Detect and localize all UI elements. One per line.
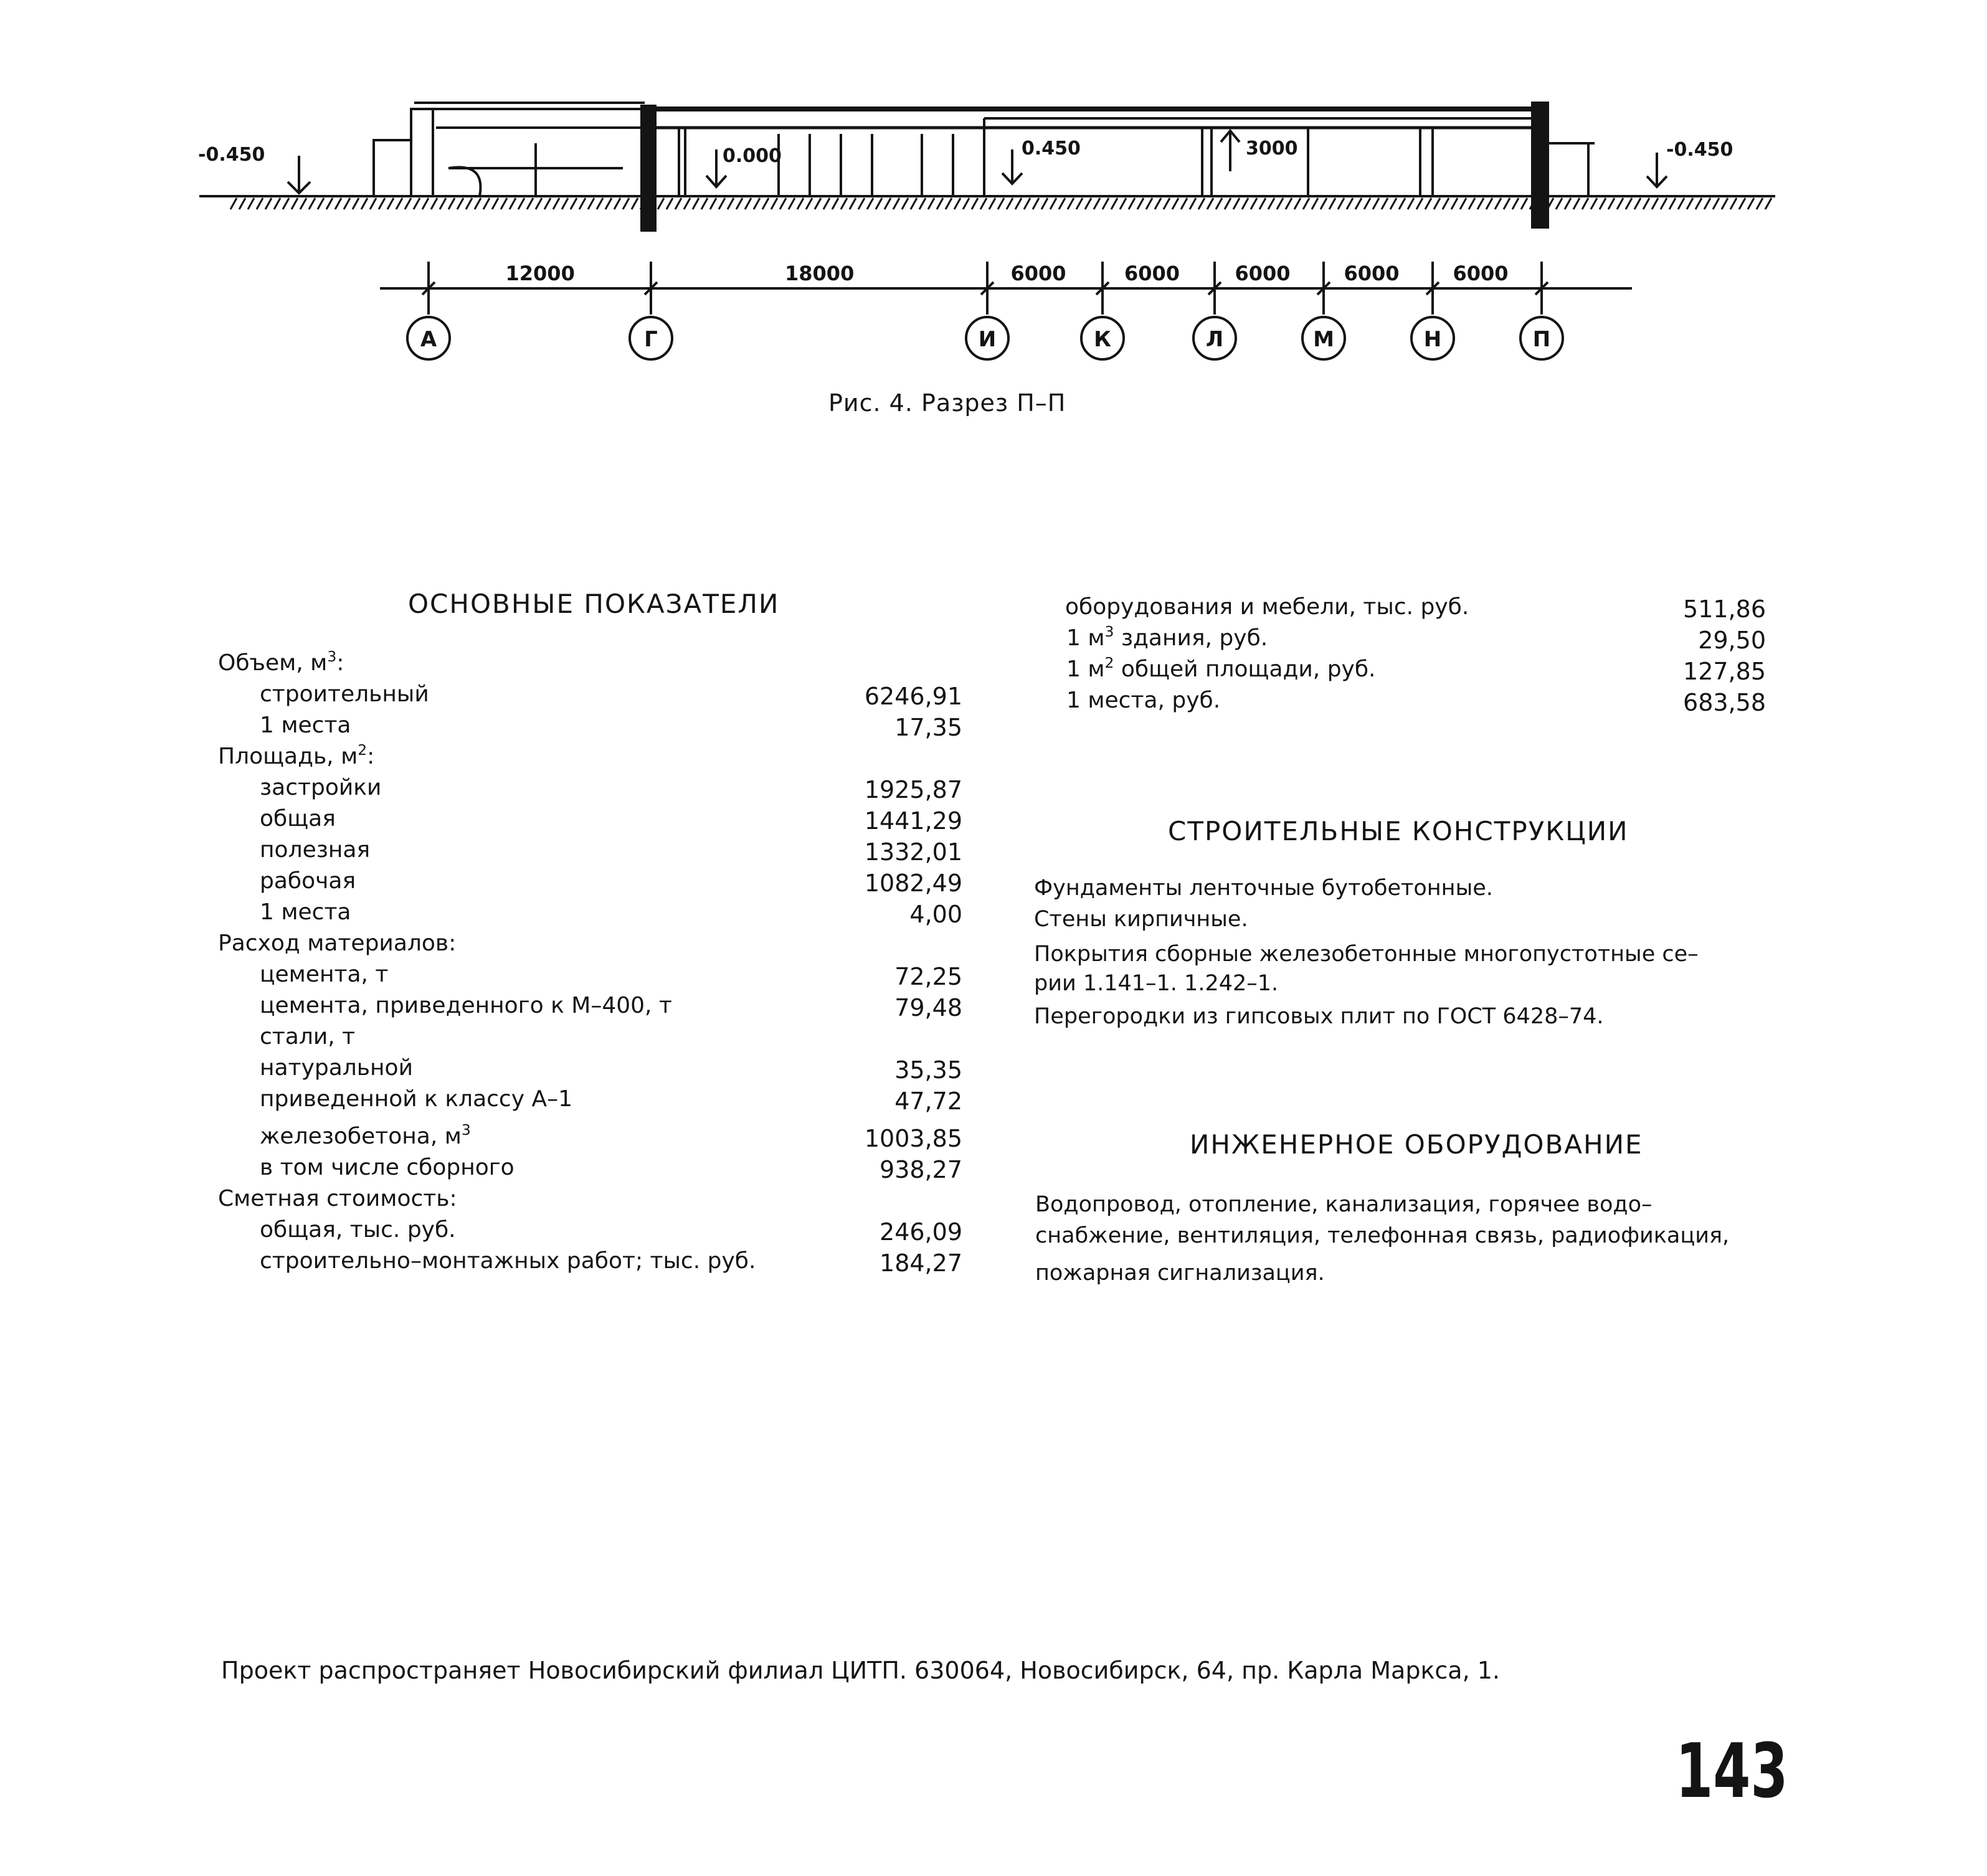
indicator-value: 1332,01 (864, 838, 962, 866)
indicator-row (260, 897, 351, 928)
section-drawing (0, 0, 1987, 436)
indicator-row (1065, 592, 1469, 623)
axis-label: Г (644, 327, 658, 352)
row-label: 1 места (260, 713, 351, 738)
row-suffix: : (336, 650, 344, 676)
indicator-value: 17,35 (894, 714, 962, 741)
row-superscript: 3 (327, 647, 337, 665)
indicator-value: 1441,29 (864, 807, 962, 835)
indicator-value: 6246,91 (864, 683, 962, 710)
indicator-value: 184,27 (880, 1249, 962, 1277)
row-suffix: : (367, 744, 375, 769)
row-label: оборудования и мебели, тыс. руб. (1065, 594, 1469, 620)
row-label: в том числе сборного (260, 1155, 515, 1180)
indicator-value: 246,09 (880, 1218, 962, 1246)
row-label: Сметная стоимость: (218, 1186, 457, 1211)
indicator-row (1066, 685, 1220, 716)
indicator-row (260, 1053, 413, 1084)
indicator-value: 1925,87 (864, 776, 962, 803)
row-label: железобетона, м (260, 1124, 462, 1149)
indicator-value: 4,00 (909, 901, 962, 928)
indicator-row (260, 772, 381, 803)
axis-label: Л (1205, 327, 1224, 352)
text-line: Покрытия сборные железобетонные многопустотные се– (1034, 942, 1699, 967)
dimension-label: 6000 (1453, 262, 1509, 285)
constructions-title: СТРОИТЕЛЬНЫЕ КОНСТРУКЦИИ (1168, 816, 1629, 846)
row-label: полезная (260, 837, 371, 863)
row-label: строительный (260, 681, 429, 707)
indicator-row (260, 990, 672, 1021)
indicator-row (218, 928, 456, 959)
row-label: 1 м (1066, 625, 1105, 651)
distributor-note: Проект распространяет Новосибирский филиал ЦИТП. 630064, Новосибирск, 64, пр. Карла Маркса, 1. (221, 1657, 1501, 1684)
axis-label: А (420, 327, 437, 352)
text-line: пожарная сигнализация. (1035, 1261, 1325, 1286)
indicator-row (260, 835, 370, 866)
row-label: строительно–монтажных работ; тыс. руб. (260, 1248, 756, 1274)
indicator-row (260, 1021, 355, 1053)
row-label: приведенной к классу А–1 (260, 1086, 572, 1112)
level-height: 3000 (1246, 138, 1298, 159)
indicator-row (260, 803, 336, 835)
indicator-value: 511,86 (1683, 595, 1766, 623)
axis-label: К (1094, 327, 1111, 352)
dimension-label: 6000 (1235, 262, 1291, 285)
indicator-row (218, 648, 344, 679)
row-label: общая, тыс. руб. (260, 1217, 456, 1243)
indicator-row (260, 1121, 471, 1152)
axis-label: П (1532, 327, 1551, 352)
dimension-label: 6000 (1010, 262, 1066, 285)
level-mid: 0.450 (1022, 138, 1081, 159)
row-label: Расход материалов: (218, 931, 457, 956)
axis-label: М (1313, 327, 1334, 352)
axis-label: Н (1423, 327, 1442, 352)
axis-label: И (978, 327, 997, 352)
row-label: 1 места, руб. (1066, 688, 1221, 713)
page-number: 143 (1675, 1728, 1788, 1815)
row-label: натуральной (260, 1055, 413, 1081)
row-label: 1 м (1066, 656, 1105, 682)
indicator-value: 683,58 (1683, 689, 1766, 716)
indicator-row (218, 741, 374, 772)
indicator-value: 72,25 (894, 963, 962, 990)
indicator-row (260, 866, 356, 897)
row-superscript: 3 (461, 1120, 471, 1139)
level-floor: 0.000 (723, 145, 782, 167)
row-label: стали, т (260, 1024, 356, 1049)
indicator-row (260, 1215, 456, 1246)
indicator-value: 938,27 (880, 1156, 962, 1183)
text-line: Водопровод, отопление, канализация, горячее водо– (1035, 1192, 1653, 1217)
row-label: цемента, приведенного к М–400, т (260, 993, 672, 1018)
row-superscript: 2 (1104, 653, 1114, 671)
text-line: Стены кирпичные. (1034, 907, 1248, 932)
level-right: -0.450 (1666, 139, 1733, 161)
dimension-label: 6000 (1344, 262, 1400, 285)
row-label: рабочая (260, 868, 356, 894)
text-line: снабжение, вентиляция, телефонная связь, радиофикация, (1035, 1223, 1730, 1248)
indicator-value: 1003,85 (864, 1125, 962, 1152)
indicator-value: 79,48 (894, 994, 962, 1021)
indicator-value: 29,50 (1698, 627, 1766, 654)
row-label: застройки (260, 775, 382, 800)
row-label: цемента, т (260, 962, 389, 987)
indicator-row (260, 1246, 756, 1277)
indicator-row (260, 679, 429, 710)
indicator-row (1066, 654, 1376, 685)
indicator-row (260, 1084, 572, 1115)
row-label: Объем, м (218, 650, 328, 676)
row-label: 1 места (260, 899, 351, 925)
text-line: Перегородки из гипсовых плит по ГОСТ 6428–74. (1034, 1004, 1604, 1029)
engineering-title: ИНЖЕНЕРНОЕ ОБОРУДОВАНИЕ (1190, 1129, 1643, 1160)
indicator-row (218, 1183, 457, 1215)
indicator-row (260, 959, 388, 990)
row-label: Площадь, м (218, 744, 358, 769)
indicator-value: 47,72 (894, 1087, 962, 1115)
figure-caption: Рис. 4. Разрез П–П (828, 389, 1066, 417)
dimension-label: 6000 (1124, 262, 1180, 285)
dimension-label: 12000 (505, 262, 575, 285)
indicators-title: ОСНОВНЫЕ ПОКАЗАТЕЛИ (408, 589, 780, 619)
indicator-row (260, 710, 351, 741)
indicator-value: 127,85 (1683, 658, 1766, 685)
text-line: рии 1.141–1. 1.242–1. (1034, 971, 1279, 996)
row-superscript: 3 (1104, 622, 1114, 640)
indicator-row (1066, 623, 1268, 654)
row-superscript: 2 (358, 741, 368, 759)
dimension-label: 18000 (785, 262, 855, 285)
row-label: общая (260, 806, 336, 831)
indicator-value: 1082,49 (864, 869, 962, 897)
indicator-row (260, 1152, 515, 1183)
row-suffix: общей площади, руб. (1114, 656, 1376, 682)
indicator-value: 35,35 (894, 1056, 962, 1084)
row-suffix: здания, руб. (1114, 625, 1268, 651)
level-left: -0.450 (198, 144, 265, 166)
text-line: Фундаменты ленточные бутобетонные. (1034, 876, 1493, 901)
